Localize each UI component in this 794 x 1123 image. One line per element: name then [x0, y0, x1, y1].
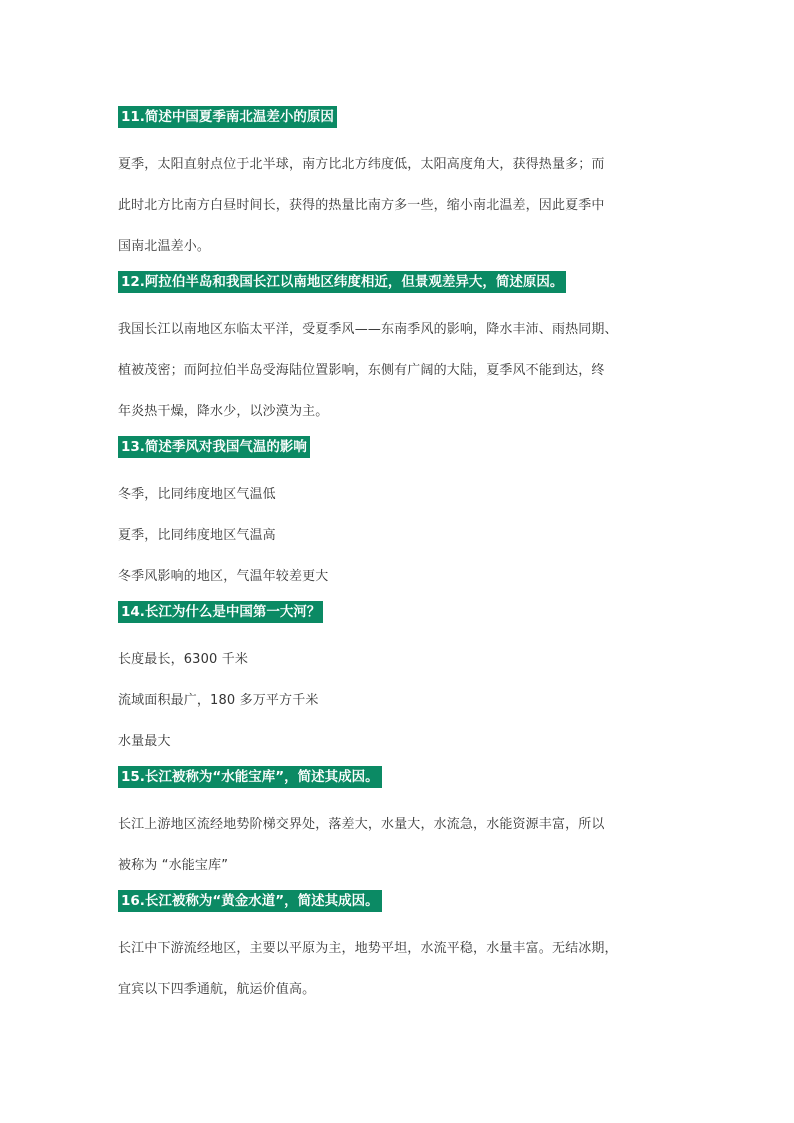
- section-text-line: 此时北方比南方白昼时间长，获得的热量比南方多一些，缩小南北温差，因此夏季中: [118, 198, 605, 213]
- section-15: [118, 766, 683, 886]
- section-heading: 11.简述中国夏季南北温差小的原因: [118, 106, 337, 128]
- section-heading: 16.长江被称为“黄金水道”，简述其成因。: [118, 890, 382, 912]
- section-text-line: 我国长江以南地区东临太平洋，受夏季风——东南季风的影响，降水丰沛、雨热同期、: [118, 322, 618, 337]
- section-heading: 14.长江为什么是中国第一大河？: [118, 601, 323, 623]
- section-text-line: 宜宾以下四季通航，航运价值高。: [118, 982, 316, 997]
- section-16: [118, 890, 683, 1010]
- section-12: [118, 271, 683, 432]
- section-text-line: 长度最长，6300 千米: [118, 652, 249, 667]
- section-text-line: 冬季风影响的地区，气温年较差更大: [118, 569, 329, 584]
- section-text-line: 年炎热干燥，降水少，以沙漠为主。: [118, 404, 329, 419]
- section-text-line: 长江中下游流经地区，主要以平原为主，地势平坦，水流平稳，水量丰富。无结冰期，: [118, 941, 618, 956]
- section-text-line: 长江上游地区流经地势阶梯交界处，落差大，水量大，水流急，水能资源丰富，所以: [118, 817, 605, 832]
- section-heading: 15.长江被称为“水能宝库”，简述其成因。: [118, 766, 382, 788]
- section-text-line: 国南北温差小。: [118, 239, 211, 254]
- section-text-line: 流域面积最广，180 多万平方千米: [118, 693, 319, 708]
- section-11: [118, 106, 683, 267]
- section-heading: 13.简述季风对我国气温的影响: [118, 436, 310, 458]
- section-text-line: 夏季，太阳直射点位于北半球，南方比北方纬度低，太阳高度角大，获得热量多；而: [118, 157, 605, 172]
- section-14: [118, 601, 683, 762]
- section-text-line: 水量最大: [118, 734, 171, 749]
- section-heading: 12.阿拉伯半岛和我国长江以南地区纬度相近，但景观差异大，简述原因。: [118, 271, 566, 293]
- section-text-line: 冬季，比同纬度地区气温低: [118, 487, 276, 502]
- section-text-line: 植被茂密；而阿拉伯半岛受海陆位置影响，东侧有广阔的大陆，夏季风不能到达，终: [118, 363, 605, 378]
- section-13: [118, 436, 683, 597]
- section-text-line: 被称为 “水能宝库”: [118, 858, 229, 873]
- section-text-line: 夏季，比同纬度地区气温高: [118, 528, 276, 543]
- document-page: [118, 106, 683, 1010]
